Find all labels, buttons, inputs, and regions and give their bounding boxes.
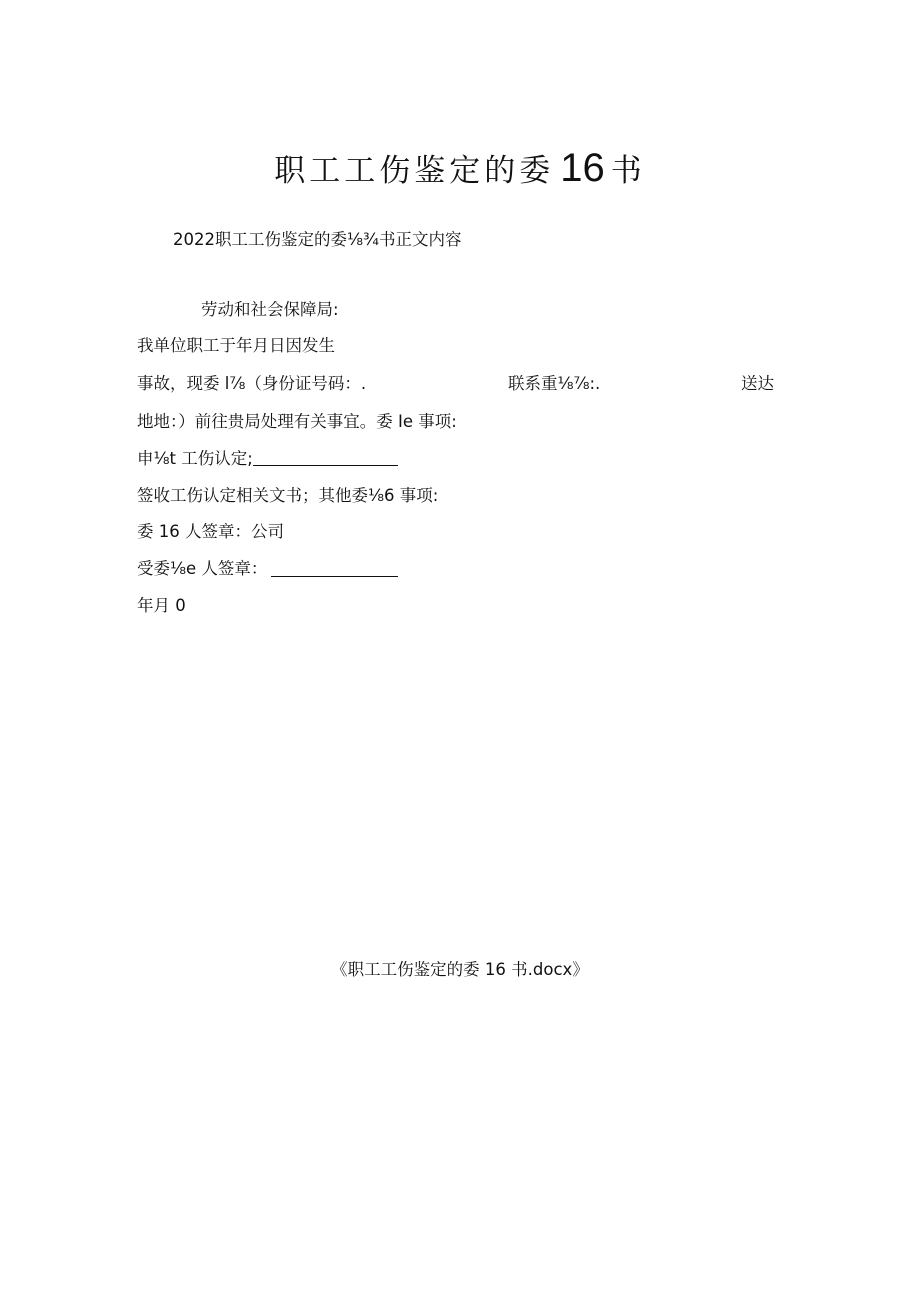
body-line-2-delivery: 送达 bbox=[741, 374, 774, 393]
document-subtitle: 2022职工工伤鉴定的委⅛¾书正文内容 bbox=[173, 230, 462, 249]
title-text-end: 书 bbox=[610, 153, 646, 189]
document-filename: 《职工工伤鉴定的委 16 书.docx》 bbox=[331, 960, 589, 979]
fill-in-blank-line bbox=[253, 465, 398, 466]
body-line-6: 委 16 人签章：公司 bbox=[137, 522, 284, 541]
date-line: 年月 0 bbox=[137, 596, 186, 615]
body-line-1: 我单位职工于年月日因发生 bbox=[137, 336, 335, 355]
body-line-3: 地地：）前往贵局处理有关事宜。委 Ie 事项: bbox=[137, 412, 457, 431]
body-line-2-contact: 联系重⅛⅞:. bbox=[508, 374, 601, 393]
signature-blank-line bbox=[271, 576, 398, 577]
body-line-2-left: 事故，现委 l⅞（身份证号码：. bbox=[137, 374, 367, 393]
body-line-5: 签收工伤认定相关文书；其他委⅛6 事项: bbox=[137, 486, 439, 505]
title-number: 16 bbox=[560, 146, 605, 190]
body-line-4: 申⅛t 工伤认定; bbox=[137, 449, 253, 468]
body-line-7: 受委⅛e 人签章： bbox=[137, 559, 268, 578]
addressee-line: 劳动和社会保障局: bbox=[201, 300, 339, 319]
title-text-start: 职工工伤鉴定的委 bbox=[274, 153, 555, 189]
document-title bbox=[0, 146, 920, 193]
